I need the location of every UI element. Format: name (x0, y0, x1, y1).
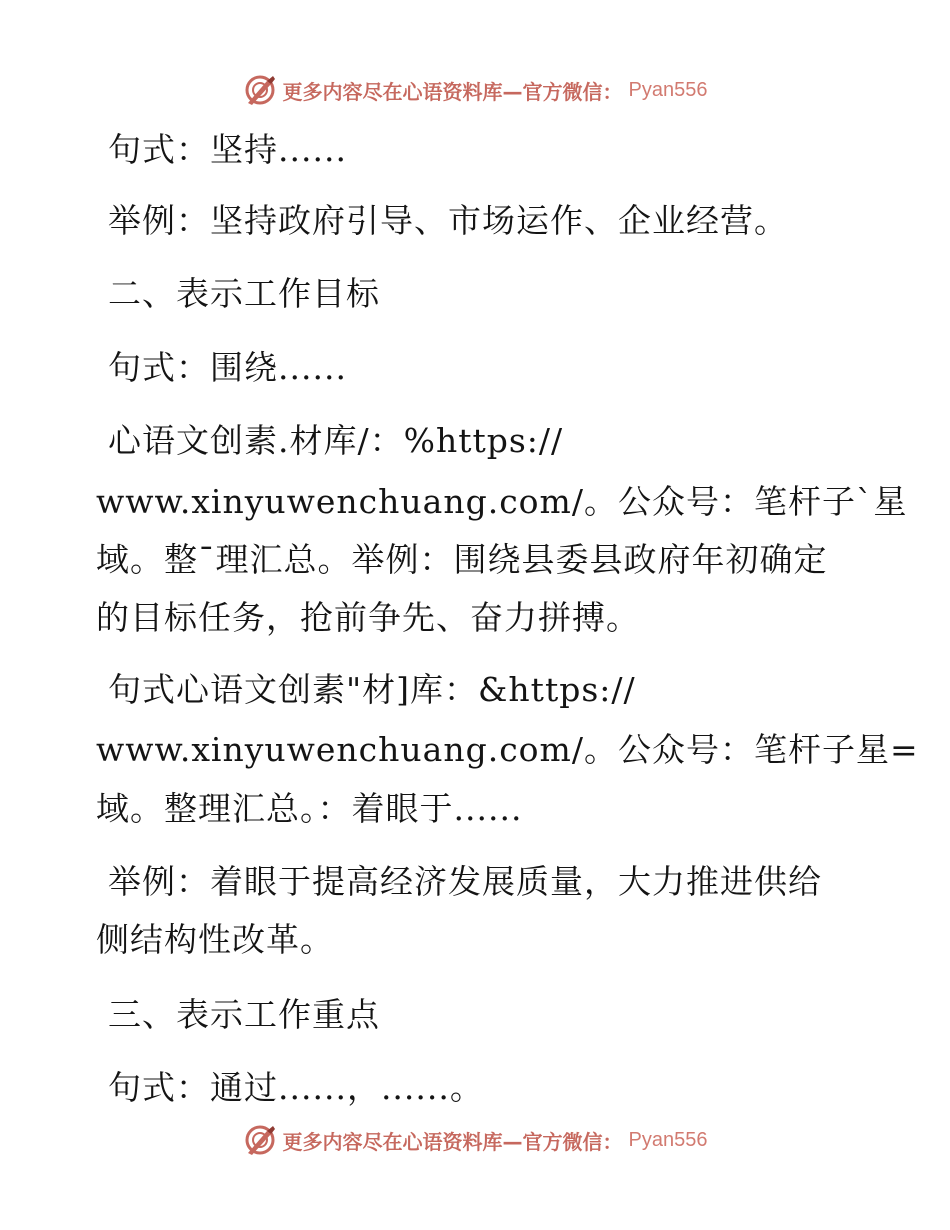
text-line: 句式：围绕...... (108, 348, 347, 387)
section-heading: 三、表示工作重点 (108, 995, 380, 1034)
text-line: 举例：着眼于提高经济发展质量，大力推进供给 (108, 862, 822, 901)
text-line: 的目标任务，抢前争先、奋力拼搏。 (96, 598, 640, 637)
section-heading: 二、表示工作目标 (108, 274, 380, 313)
watermark-text: 更多内容尽在心语资料库—官方微信： (282, 79, 623, 104)
stamp-pen-logo-icon (243, 1123, 277, 1157)
watermark-wechat-id: Pyan556 (628, 1128, 708, 1151)
text-line: 域。整理汇总。：着眼于...... (96, 789, 523, 828)
text-line: 域。整¯理汇总。举例：围绕县委县政府年初确定 (96, 540, 828, 579)
watermark-text: 更多内容尽在心语资料库—官方微信： (282, 1129, 623, 1154)
text-line: www.xinyuwenchuang.com/。公众号：笔杆子星= (96, 730, 919, 769)
footer-watermark (0, 1120, 950, 1160)
watermark-wechat-id: Pyan556 (628, 78, 708, 101)
text-line: 句式：坚持...... (108, 130, 347, 169)
header-watermark (0, 70, 950, 110)
text-line: 举例：坚持政府引导、市场运作、企业经营。 (108, 201, 788, 240)
text-line: www.xinyuwenchuang.com/。公众号：笔杆子`星 (96, 482, 908, 521)
text-line: 侧结构性改革。 (96, 920, 334, 959)
stamp-pen-logo-icon (243, 73, 277, 107)
text-line: 句式心语文创素"材]库：&https:// (108, 670, 636, 709)
text-line: 心语文创素.材库/：%https:// (108, 421, 564, 460)
text-line: 句式：通过......，......。 (108, 1068, 484, 1107)
